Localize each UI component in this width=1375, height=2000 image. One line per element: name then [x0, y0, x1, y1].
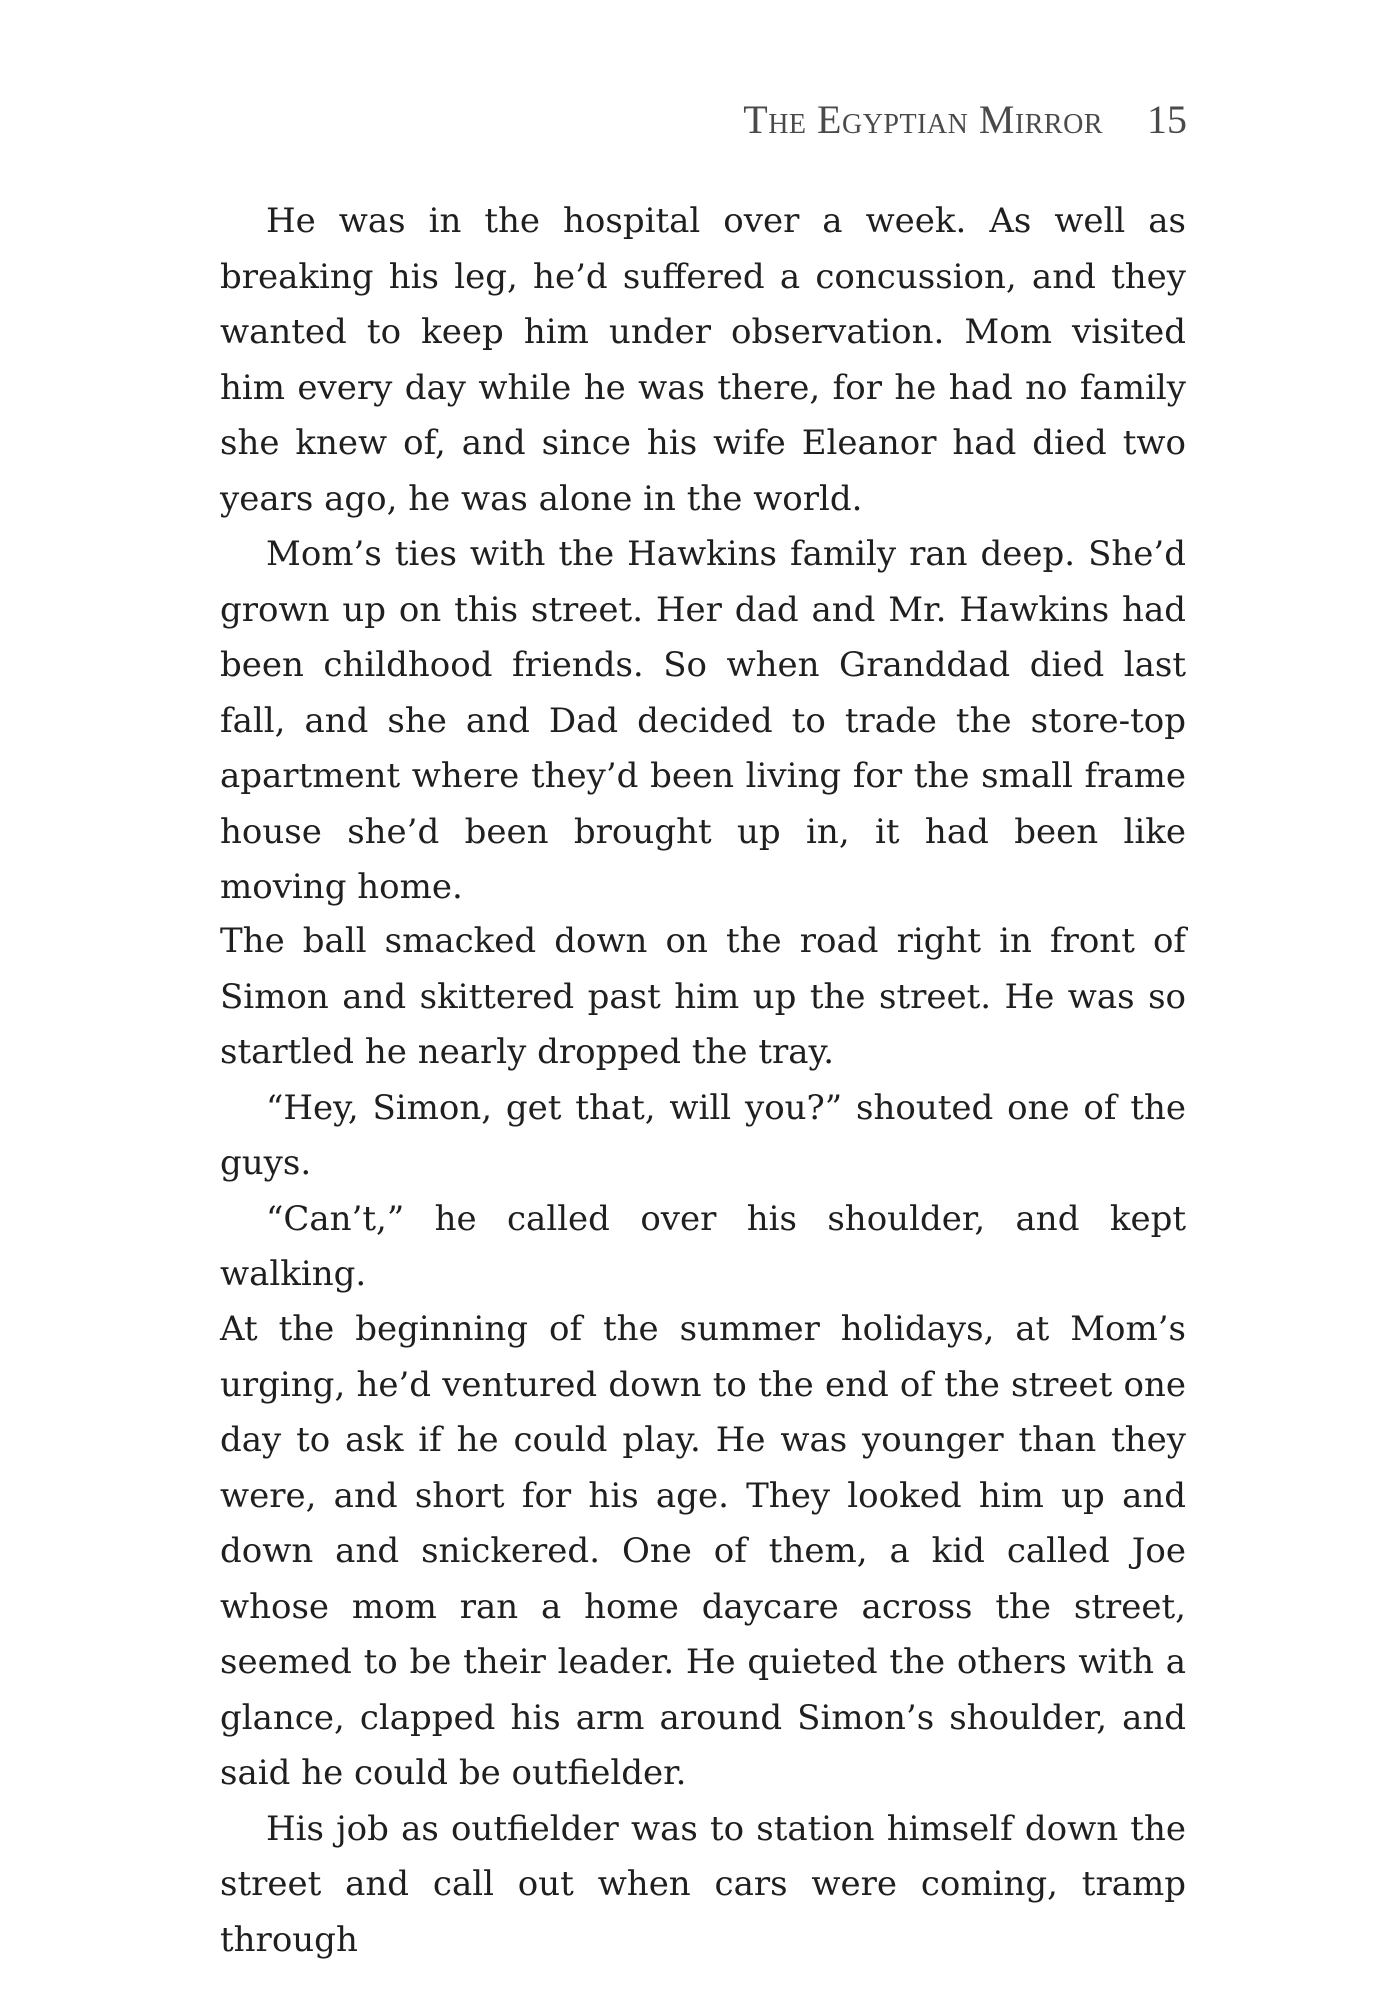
paragraph: “Hey, Simon, get that, will you?” shouted one of the guys.	[220, 1087, 1186, 1183]
text-section-2	[220, 914, 1186, 1303]
paragraph: The ball smacked down on the road right in front of Simon and skittered past him up the street. He was so startled he nearly dropped the tray.	[220, 921, 1186, 1072]
running-title: The Egyptian Mirror	[743, 97, 1103, 142]
paragraph: His job as outfielder was to station himself down the street and call out when cars were coming, tramp through	[220, 1808, 1186, 1960]
paragraph: “Can’t,” he called over his shoulder, and kept walking.	[220, 1198, 1186, 1294]
page-number: 15	[1147, 97, 1187, 142]
text-section-1	[220, 194, 1186, 916]
running-head	[743, 96, 1187, 143]
text-section-3	[220, 1302, 1186, 1968]
paragraph: Mom’s ties with the Hawkins family ran deep. She’d grown up on this street. Her dad and Mr. Hawkins had been childhood friends. So when Granddad died last fall, and she and Dad decided to trade the store-top apartment where they’d been living for the small frame house she’d been brought up in, it had been like moving home.	[220, 534, 1186, 907]
paragraph: He was in the hospital over a week. As well as breaking his leg, he’d suffered a concussion, and they wanted to keep him under observation. Mom visited him every day while he was there, for he had no family she knew of, and since his wife Eleanor had died two years ago, he was alone in the world.	[220, 201, 1186, 519]
paragraph: At the beginning of the summer holidays, at Mom’s urging, he’d ventured down to the end of the street one day to ask if he could play. He was younger than they were, and short for his age. They looked him up and down and snickered. One of them, a kid called Joe whose mom ran a home daycare across the street, seemed to be their leader. He quieted the others with a glance, clapped his arm around Simon’s shoulder, and said he could be outfielder.	[220, 1309, 1186, 1793]
